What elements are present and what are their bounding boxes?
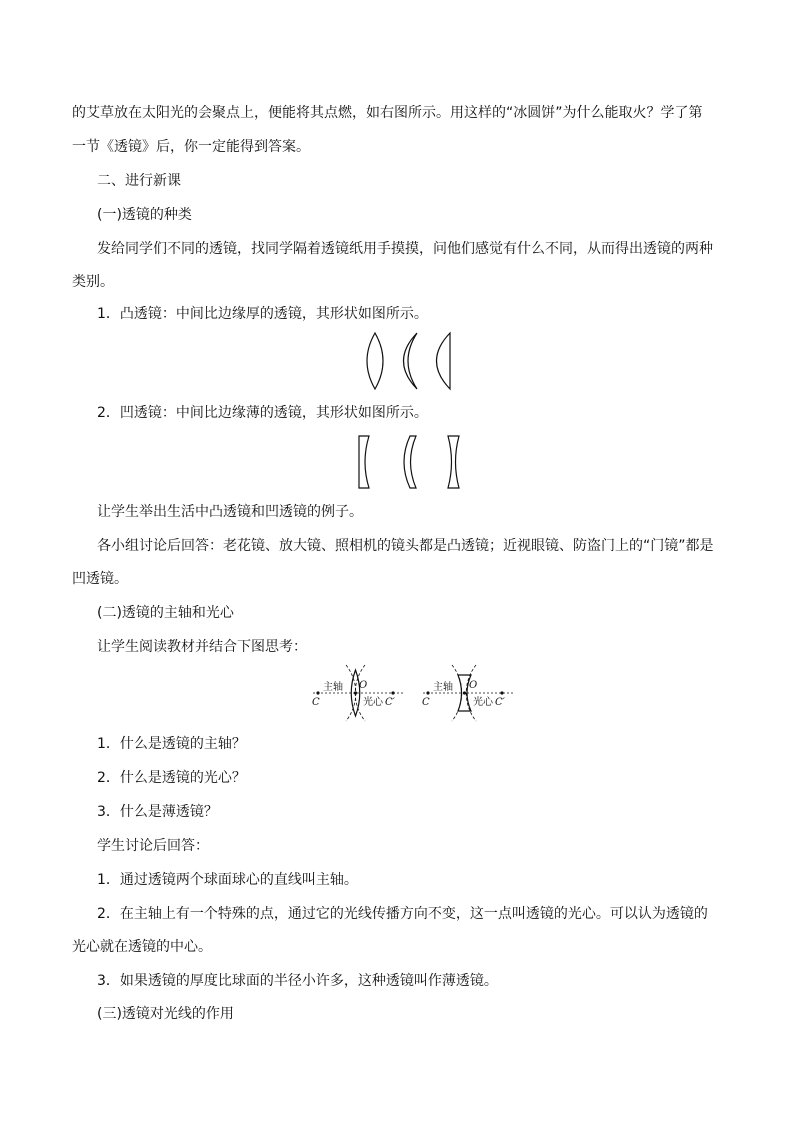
convex-definition: 1．凸透镜：中间比边缘厚的透镜，其形状如图所示。: [97, 306, 428, 322]
biconcave-lens-shape: [448, 436, 459, 488]
answer-3: 3．如果透镜的厚度比球面的半径小许多，这种透镜叫作薄透镜。: [97, 973, 498, 989]
intro-line-2: 一节《透镜》后，你一定能得到答案。: [72, 139, 310, 155]
concave-definition: 2．凹透镜：中间比边缘薄的透镜，其形状如图所示。: [97, 405, 428, 421]
point-c-prime-marker: [391, 691, 394, 694]
answer-2-line-2: 光心就在透镜的中心。: [72, 939, 212, 955]
optical-center-marker: [354, 691, 357, 694]
center-label: 光心: [473, 697, 493, 708]
question-2: 2．什么是透镜的光心？: [97, 770, 246, 786]
point-c-prime-label: C′: [385, 697, 395, 708]
point-c-marker: [316, 691, 319, 694]
point-o-label: O: [469, 680, 478, 691]
point-c-label: C: [422, 697, 430, 708]
part1-title: (一)透镜的种类: [97, 207, 192, 223]
principal-axis-figure: [305, 663, 525, 723]
concave-meniscus-lens-shape: [404, 436, 416, 488]
point-c-marker: [426, 691, 429, 694]
read-prompt: 让学生阅读教材并结合下图思考：: [97, 639, 307, 655]
center-label: 光心: [363, 697, 383, 708]
section-heading: 二、进行新课: [97, 173, 181, 189]
concave-lenses-figure: [350, 433, 470, 491]
question-1: 1．什么是透镜的主轴？: [97, 736, 246, 752]
biconvex-lens-shape: [367, 333, 383, 389]
convex-axis-diagram: [312, 665, 405, 721]
convex-meniscus-lens-shape: [404, 333, 418, 389]
point-c-prime-marker: [500, 691, 503, 694]
concave-axis-diagram: [422, 665, 515, 721]
axis-label: 主轴: [323, 682, 343, 693]
activity-line-1: 发给同学们不同的透镜，找同学隔着透镜纸用手摸摸，问他们感觉有什么不同，从而得出透镜的两种: [97, 241, 713, 257]
point-o-label: O: [359, 680, 368, 691]
part3-title: (三)透镜对光线的作用: [97, 1006, 234, 1022]
intro-line-1: 的艾草放在太阳光的会聚点上，便能将其点燃，如右图所示。用这样的“冰圆饼”为什么能取火？学了第: [72, 105, 703, 121]
answer-line-1: 各小组讨论后回答：老花镜、放大镜、照相机的镜头都是凸透镜；近视眼镜、防盗门上的“门镜”都是: [97, 538, 714, 554]
point-c-prime-label: C′: [495, 697, 505, 708]
plano-convex-lens-shape: [437, 333, 451, 389]
answer-2-line-1: 2．在主轴上有一个特殊的点，通过它的光线传播方向不变，这一点叫透镜的光心。可以认为透镜的: [97, 906, 708, 922]
question-3: 3．什么是薄透镜？: [97, 804, 218, 820]
examples-prompt: 让学生举出生活中凸透镜和凹透镜的例子。: [97, 504, 363, 520]
discussion-prompt: 学生讨论后回答：: [97, 838, 209, 854]
optical-center-marker: [463, 691, 466, 694]
point-c-label: C: [312, 697, 320, 708]
plano-concave-lens-shape: [359, 436, 369, 488]
activity-line-2: 类别。: [72, 274, 114, 290]
answer-1: 1．通过透镜两个球面球心的直线叫主轴。: [97, 872, 358, 888]
part2-title: (二)透镜的主轴和光心: [97, 605, 234, 621]
axis-label: 主轴: [433, 682, 453, 693]
convex-lenses-figure: [355, 330, 465, 392]
answer-line-2: 凹透镜。: [72, 571, 128, 587]
